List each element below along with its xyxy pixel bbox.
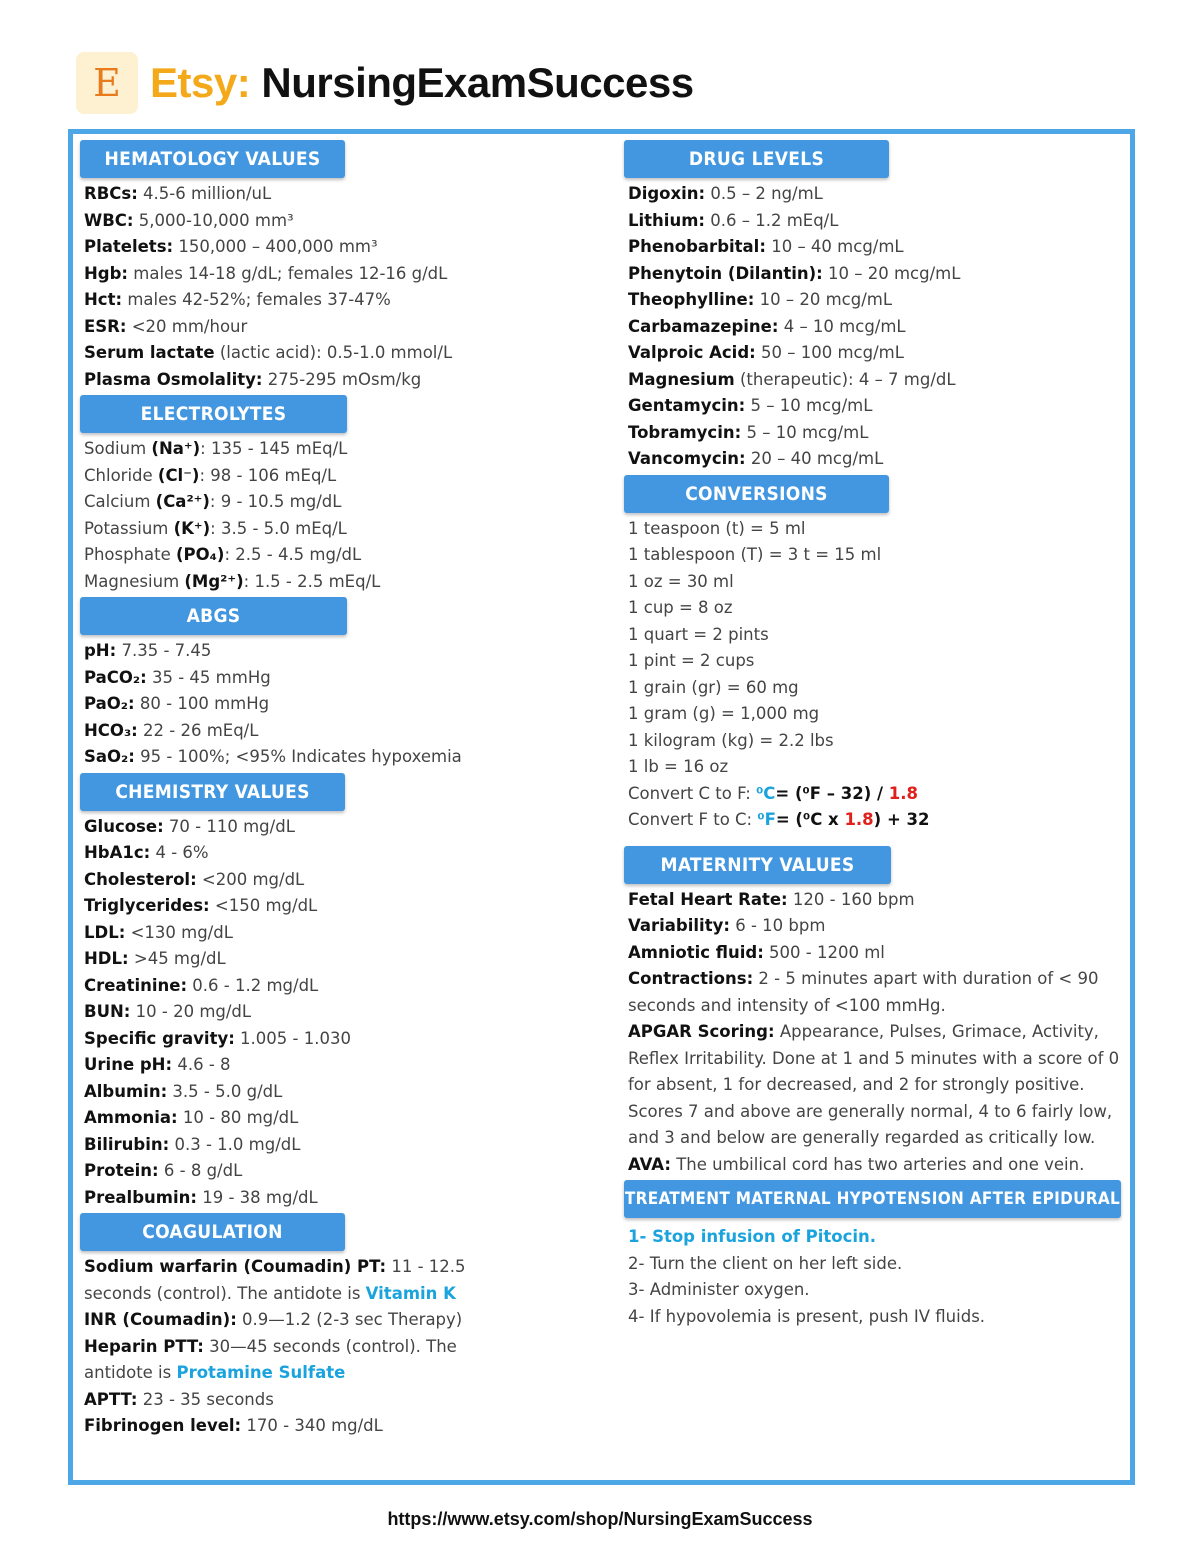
item-value: 19 - 38 mg/dL	[196, 1187, 318, 1207]
list-item	[84, 436, 610, 463]
conversions-section	[624, 475, 1124, 836]
item-value: 3.5 - 5.0 g/dL	[167, 1081, 283, 1101]
coagulation-section	[80, 1213, 610, 1442]
item-value: : 1.5 - 2.5 mEq/L	[243, 571, 381, 591]
ion-symbol: (Mg²⁺)	[184, 571, 244, 591]
item-label: LDL:	[84, 922, 126, 942]
list-item: 1 gram (g) = 1,000 mg	[628, 704, 820, 723]
list-item	[84, 181, 610, 208]
list-item	[84, 234, 610, 261]
list-item	[84, 1132, 610, 1159]
item-value: Convert F to C:	[628, 810, 758, 829]
item-label: Fetal Heart Rate:	[628, 889, 788, 909]
item-label: Potassium	[84, 518, 174, 538]
item-value: 0.3 - 1.0 mg/dL	[169, 1134, 301, 1154]
treatment-rows	[624, 1218, 1124, 1332]
item-label: Hct:	[84, 290, 123, 309]
ion-symbol: (Na⁺)	[151, 439, 201, 458]
formula-text: ) + 32	[873, 810, 930, 829]
list-item	[84, 1281, 610, 1308]
brand-etsy: Etsy:	[150, 59, 251, 106]
list-item: 1 grain (gr) = 60 mg	[628, 677, 799, 697]
list-item	[84, 1413, 610, 1440]
item-label: Gentamycin:	[628, 396, 746, 415]
list-item: 1 lb = 16 oz	[628, 757, 729, 776]
list-item	[628, 940, 1124, 967]
right-column	[624, 140, 1124, 1332]
item-value: 0.6 - 1.2 mg/dL	[187, 975, 319, 995]
list-item	[628, 340, 1124, 367]
item-value: 50 – 100 mcg/mL	[755, 343, 904, 362]
list-item	[628, 314, 1124, 341]
list-item	[84, 287, 610, 314]
abgs-rows	[80, 635, 610, 773]
item-label: HDL:	[84, 949, 129, 968]
item-value: 11 - 12.5	[386, 1257, 466, 1276]
item-value: males 42-52%; females 37-47%	[122, 290, 391, 309]
item-value: seconds (control). The antidote is	[84, 1283, 366, 1303]
item-label: Theophylline:	[628, 290, 755, 309]
section-heading: ABGS	[80, 597, 347, 635]
list-item	[84, 744, 610, 771]
list-item	[84, 1360, 610, 1387]
conversion-list	[628, 516, 1124, 781]
item-label: Tobramycin:	[628, 422, 742, 442]
hematology-rows	[80, 178, 610, 395]
item-value: 22 - 26 mEq/L	[137, 720, 259, 740]
item-label: Chloride	[84, 465, 158, 485]
list-item	[628, 913, 1124, 940]
list-item	[628, 781, 1124, 808]
list-item	[628, 393, 1124, 420]
drug-levels-section	[624, 140, 1124, 475]
list-item	[628, 181, 1124, 208]
electrolytes-rows	[80, 433, 610, 597]
item-value: 5 – 10 mcg/mL	[745, 396, 873, 415]
item-label: Magnesium	[84, 571, 185, 591]
item-value: 4.6 - 8	[172, 1055, 231, 1074]
list-item	[84, 999, 610, 1026]
item-value: 4.5-6 million/uL	[137, 184, 272, 203]
item-label: Plasma Osmolality:	[84, 369, 263, 389]
list-item	[628, 287, 1124, 314]
item-label: Hgb:	[84, 263, 129, 283]
ion-symbol: (Cl⁻)	[157, 465, 200, 485]
item-value: : 3.5 - 5.0 mEq/L	[210, 518, 347, 538]
electrolytes-section	[80, 395, 610, 597]
item-label: Carbamazepine:	[628, 316, 779, 336]
item-value: 10 – 20 mcg/mL	[822, 263, 961, 283]
item-label: Protein:	[84, 1161, 159, 1180]
item-value: 4 - 6%	[150, 843, 209, 862]
item-value: males 14-18 g/dL; females 12-16 g/dL	[128, 263, 448, 283]
list-item	[84, 1254, 610, 1281]
list-item	[628, 1152, 1124, 1179]
item-value: 10 – 20 mcg/mL	[754, 290, 893, 309]
item-value: 10 - 20 mg/dL	[130, 1002, 252, 1021]
item-label: HbA1c:	[84, 843, 151, 862]
item-label: Vancomycin:	[628, 449, 746, 468]
item-label: PaO₂:	[84, 694, 135, 713]
item-label: Heparin PTT:	[84, 1336, 204, 1356]
item-label: Magnesium	[628, 369, 735, 389]
list-item	[84, 867, 610, 894]
chemistry-section	[80, 773, 610, 1214]
ion-symbol: (K⁺)	[173, 518, 211, 538]
item-value: (lactic acid): 0.5-1.0 mmol/L	[214, 343, 453, 362]
item-value: 10 - 80 mg/dL	[177, 1108, 299, 1127]
item-label: ESR:	[84, 316, 127, 336]
item-value: 20 – 40 mcg/mL	[745, 449, 884, 468]
item-label: RBCs:	[84, 184, 138, 203]
item-label: Specific gravity:	[84, 1028, 235, 1048]
list-item	[628, 966, 1124, 1019]
item-label: Sodium warfarin (Coumadin) PT:	[84, 1257, 387, 1276]
section-heading: MATERNITY VALUES	[624, 846, 891, 884]
item-value: 6 - 10 bpm	[729, 916, 826, 935]
item-label: HCO₃:	[84, 720, 138, 740]
item-value: 170 - 340 mg/dL	[241, 1416, 383, 1435]
formula-text: = (⁰C x	[775, 810, 845, 829]
item-value: 7.35 - 7.45	[116, 641, 212, 660]
list-item	[84, 340, 610, 367]
item-label: Digoxin:	[628, 184, 706, 203]
formula-constant: 1.8	[844, 810, 874, 829]
item-label: Lithium:	[628, 210, 705, 230]
item-value: 120 - 160 bpm	[787, 889, 915, 909]
item-value: <200 mg/dL	[196, 869, 305, 889]
item-label: pH:	[84, 641, 117, 660]
antidote-highlight: Protamine Sulfate	[176, 1363, 346, 1382]
item-value: 275-295 mOsm/kg	[262, 369, 422, 389]
list-item	[84, 542, 610, 569]
item-label: Platelets:	[84, 237, 174, 256]
item-label: Contractions:	[628, 969, 754, 988]
item-label: APTT:	[84, 1389, 138, 1409]
item-value: 1.005 - 1.030	[234, 1028, 351, 1048]
list-item	[84, 516, 610, 543]
list-item	[84, 1185, 610, 1212]
item-label: Phosphate	[84, 545, 177, 564]
list-item	[628, 208, 1124, 235]
section-heading: CONVERSIONS	[624, 475, 889, 513]
list-item	[84, 1052, 610, 1079]
list-item	[84, 314, 610, 341]
item-value: 30—45 seconds (control). The	[203, 1336, 457, 1356]
item-value: 95 - 100%; <95% Indicates hypoxemia	[134, 747, 462, 766]
list-item	[84, 367, 610, 394]
item-value: antidote is	[84, 1363, 177, 1382]
item-value: 6 - 8 g/dL	[158, 1161, 243, 1180]
item-label: Phenytoin (Dilantin):	[628, 263, 823, 283]
item-label: Ammonia:	[84, 1108, 178, 1127]
conversions-rows	[624, 513, 1124, 836]
list-item	[84, 208, 610, 235]
list-item	[84, 1307, 610, 1334]
item-label: INR (Coumadin):	[84, 1310, 237, 1329]
list-item	[84, 691, 610, 718]
section-heading: HEMATOLOGY VALUES	[80, 140, 345, 178]
list-item	[84, 1105, 610, 1132]
item-value: <150 mg/dL	[209, 896, 318, 915]
treatment-step: 2- Turn the client on her left side.	[628, 1253, 903, 1273]
item-label: AVA:	[628, 1154, 671, 1174]
list-item	[84, 840, 610, 867]
maternity-section	[624, 846, 1124, 1181]
item-value: <130 mg/dL	[125, 922, 233, 942]
drug-levels-rows	[624, 178, 1124, 475]
treatment-step: 3- Administer oxygen.	[628, 1280, 810, 1299]
item-label: Amniotic fluid:	[628, 942, 764, 962]
item-label: Fibrinogen level:	[84, 1416, 242, 1435]
item-value: 0.9—1.2 (2-3 sec Therapy)	[236, 1310, 463, 1329]
item-label: Glucose:	[84, 816, 164, 836]
coagulation-rows	[80, 1251, 610, 1442]
list-item	[84, 893, 610, 920]
left-column	[80, 140, 610, 1442]
list-item	[628, 1019, 1124, 1152]
item-value: 80 - 100 mmHg	[134, 694, 270, 713]
item-value: 5 – 10 mcg/mL	[741, 422, 869, 442]
item-label: Creatinine:	[84, 975, 188, 995]
item-value: 150,000 – 400,000 mm³	[173, 237, 378, 256]
ion-symbol: (PO₄)	[176, 545, 225, 564]
brand-title	[150, 59, 694, 107]
item-value: : 135 - 145 mEq/L	[200, 439, 348, 458]
item-value: >45 mg/dL	[128, 949, 226, 968]
item-value: The umbilical cord has two arteries and one vein.	[670, 1154, 1085, 1174]
treatment-step: 4- If hypovolemia is present, push IV fluids.	[628, 1306, 986, 1326]
item-label: Variability:	[628, 916, 730, 935]
item-value: 23 - 35 seconds	[137, 1389, 274, 1409]
abgs-section	[80, 597, 610, 773]
list-item	[628, 807, 1124, 834]
item-value: Convert C to F:	[628, 783, 757, 803]
list-item	[84, 463, 610, 490]
list-item	[84, 261, 610, 288]
item-value: 500 - 1200 ml	[763, 942, 885, 962]
etsy-logo-icon: E	[76, 52, 138, 114]
section-heading: TREATMENT MATERNAL HYPOTENSION AFTER EPIDURAL	[624, 1180, 1121, 1218]
list-item	[84, 569, 610, 596]
shop-url-link[interactable]: https://www.etsy.com/shop/NursingExamSuccess	[387, 1509, 813, 1529]
item-value: (therapeutic): 4 – 7 mg/dL	[734, 369, 956, 389]
formula-unit: ⁰C	[756, 783, 776, 803]
item-value: 10 – 40 mcg/mL	[765, 237, 904, 256]
list-item	[628, 261, 1124, 288]
section-heading: COAGULATION	[80, 1213, 345, 1251]
list-item	[628, 887, 1124, 914]
list-item: 1 pint = 2 cups	[628, 651, 755, 670]
list-item: 1 tablespoon (T) = 3 t = 15 ml	[628, 545, 882, 564]
item-value: 0.6 – 1.2 mEq/L	[705, 210, 839, 230]
list-item	[84, 665, 610, 692]
section-heading: CHEMISTRY VALUES	[80, 773, 345, 811]
item-label: SaO₂:	[84, 747, 135, 766]
item-label: Albumin:	[84, 1081, 168, 1101]
list-item: 1 teaspoon (t) = 5 ml	[628, 518, 806, 538]
item-label: PaCO₂:	[84, 667, 147, 687]
ion-symbol: (Ca²⁺)	[155, 492, 210, 511]
list-item: 1 kilogram (kg) = 2.2 lbs	[628, 730, 834, 750]
item-value: 2 - 5 minutes apart with duration of < 90 seconds and intensity of <100 mmHg.	[628, 969, 1099, 1015]
list-item	[84, 1079, 610, 1106]
list-item	[84, 1334, 610, 1361]
list-item	[84, 1026, 610, 1053]
antidote-highlight: Vitamin K	[365, 1283, 456, 1303]
item-value: 35 - 45 mmHg	[146, 667, 271, 687]
treatment-step: 1- Stop infusion of Pitocin.	[628, 1227, 877, 1246]
item-value: : 9 - 10.5 mg/dL	[209, 492, 342, 511]
item-label: APGAR Scoring:	[628, 1022, 775, 1041]
list-item	[84, 814, 610, 841]
list-item	[84, 946, 610, 973]
list-item: 1 oz = 30 ml	[628, 571, 734, 591]
item-label: Sodium	[84, 439, 152, 458]
item-label: Prealbumin:	[84, 1187, 197, 1207]
item-label: BUN:	[84, 1002, 131, 1021]
list-item	[84, 489, 610, 516]
list-item	[628, 446, 1124, 473]
hematology-section	[80, 140, 610, 395]
item-value: Appearance, Pulses, Grimace, Activity, Reflex Irritability. Done at 1 and 5 minutes with a score of 0 for absent, 1 for decreased, and 2 for strongly positive. Scores 7 and above are generally normal, 4 to 6 fairly low, and 3 and below are generally regarded as critically low.	[628, 1022, 1120, 1147]
list-item: 1 quart = 2 pints	[628, 624, 769, 644]
item-label: Serum lactate	[84, 343, 215, 362]
item-label: WBC:	[84, 210, 134, 230]
section-heading: DRUG LEVELS	[624, 140, 889, 178]
list-item	[628, 234, 1124, 261]
brand-header	[76, 52, 694, 114]
list-item	[84, 1387, 610, 1414]
list-item: 1 cup = 8 oz	[628, 598, 733, 617]
item-value: : 2.5 - 4.5 mg/dL	[224, 545, 362, 564]
item-label: Cholesterol:	[84, 869, 197, 889]
item-value: 5,000-10,000 mm³	[133, 210, 294, 230]
item-value: 70 - 110 mg/dL	[163, 816, 295, 836]
list-item	[84, 718, 610, 745]
list-item	[84, 973, 610, 1000]
item-label: Triglycerides:	[84, 896, 210, 915]
list-item	[84, 638, 610, 665]
item-value: 0.5 – 2 ng/mL	[705, 184, 823, 203]
chemistry-rows	[80, 811, 610, 1214]
list-item	[628, 420, 1124, 447]
item-label: Calcium	[84, 492, 156, 511]
brand-shop-name: NursingExamSuccess	[261, 59, 694, 106]
treatment-section	[624, 1180, 1124, 1332]
list-item	[84, 920, 610, 947]
item-value: <20 mm/hour	[126, 316, 248, 336]
formula-unit: ⁰F	[757, 810, 776, 829]
item-label: Valproic Acid:	[628, 343, 756, 362]
item-label: Urine pH:	[84, 1055, 173, 1074]
list-item	[84, 1158, 610, 1185]
item-value: 4 – 10 mcg/mL	[778, 316, 906, 336]
item-value: : 98 - 106 mEq/L	[199, 465, 337, 485]
list-item	[628, 367, 1124, 394]
maternity-rows	[624, 884, 1124, 1181]
formula-constant: 1.8	[888, 783, 919, 803]
item-label: Bilirubin:	[84, 1134, 170, 1154]
formula-text: = (⁰F – 32) /	[775, 783, 889, 803]
section-heading: ELECTROLYTES	[80, 395, 347, 433]
item-label: Phenobarbital:	[628, 237, 766, 256]
